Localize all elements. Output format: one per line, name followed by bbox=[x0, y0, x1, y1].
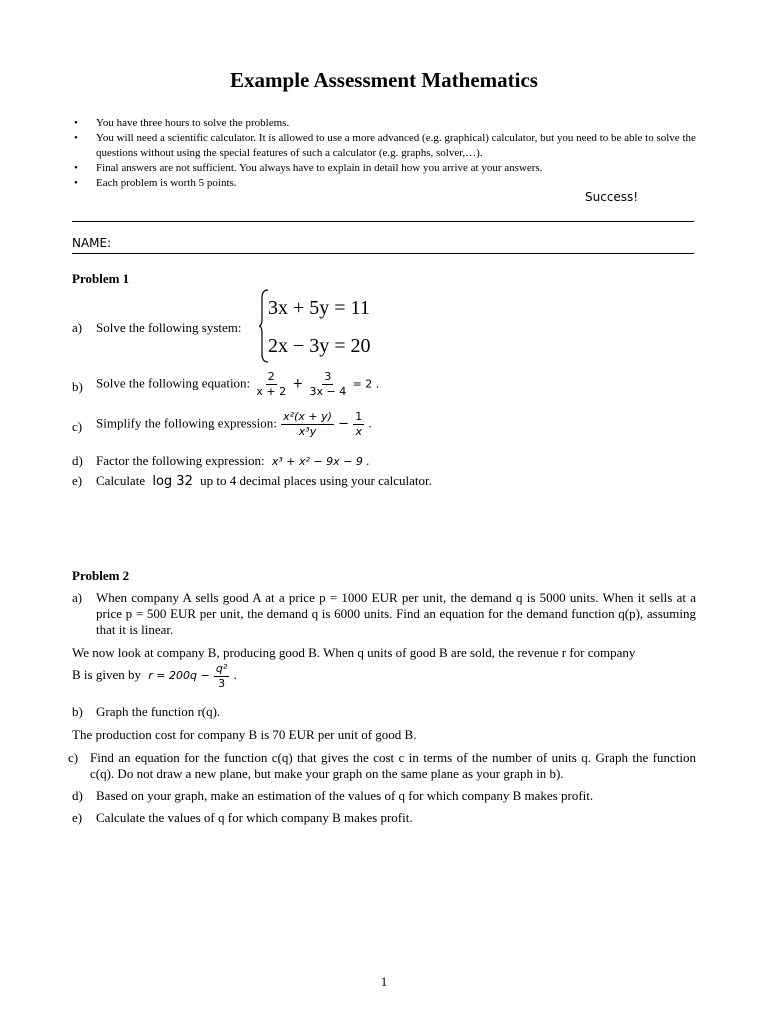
plus-sign: + bbox=[292, 376, 304, 392]
numerator: 3 bbox=[324, 370, 332, 383]
divider-name bbox=[72, 253, 694, 254]
item-label: e) bbox=[72, 473, 83, 488]
bullet-icon: • bbox=[74, 162, 78, 174]
instruction-text: Each problem is worth 5 points. bbox=[96, 177, 237, 189]
item-text: Simplify the following expression: bbox=[96, 415, 277, 431]
fraction-1 bbox=[254, 370, 288, 399]
item-text: Solve the following system: bbox=[96, 320, 242, 335]
item-label: d) bbox=[72, 788, 83, 803]
item-text: Find an equation for the function c(q) that gives the cost c in terms of the number of units q. Graph the function c(q). Do not draw a new plane, but make your graph on the same plane as your graph in b). bbox=[90, 750, 696, 781]
name-label: NAME: bbox=[72, 236, 112, 250]
revenue-lhs: r = 200q − bbox=[148, 669, 210, 683]
instruction-item bbox=[74, 131, 702, 161]
problem1-b bbox=[72, 370, 712, 402]
item-text: Based on your graph, make an estimation of the values of q for which company B makes profit. bbox=[96, 788, 594, 803]
bullet-icon: • bbox=[74, 132, 78, 144]
divider-top bbox=[72, 221, 694, 222]
instruction-text: You will need a scientific calculator. It is allowed to use a more advanced (e.g. graphical) calculator, but you need to be able to solve the questions without using the special features of such a calculator (e.g. graphs, solver,…). bbox=[96, 132, 696, 159]
period: . bbox=[368, 415, 372, 431]
denominator: x³y bbox=[298, 425, 317, 438]
instruction-text: Final answers are not sufficient. You always have to explain in detail how you arrive at your answers. bbox=[96, 162, 543, 174]
item-text: When company A sells good A at a price p = 1000 EUR per unit, the demand q is 5000 units. When it sells at a price p = 500 EUR per unit, the demand q is 6000 units. Find an equation for the demand function q(p), assuming that it is linear. bbox=[96, 590, 696, 637]
problem1-c bbox=[72, 410, 712, 444]
fraction-1 bbox=[281, 410, 334, 439]
minus-sign: − bbox=[338, 416, 350, 432]
item-label: b) bbox=[72, 379, 83, 394]
denominator: x + 2 bbox=[256, 385, 287, 398]
item-text: Calculate the values of q for which company B makes profit. bbox=[96, 810, 413, 825]
page-title: Example Assessment Mathematics bbox=[230, 68, 538, 92]
system-eq2: 2x − 3y = 20 bbox=[268, 335, 371, 357]
denominator: 3x − 4 bbox=[309, 385, 347, 398]
denominator: x bbox=[355, 425, 363, 438]
item-text: Calculate bbox=[96, 473, 146, 488]
bullet-icon: • bbox=[74, 177, 78, 189]
problem2-b bbox=[72, 704, 696, 720]
item-label: b) bbox=[72, 704, 83, 719]
item-text: up to 4 decimal places using your calculator. bbox=[200, 473, 432, 488]
revenue-fraction bbox=[214, 662, 229, 691]
problem2-a bbox=[72, 590, 696, 638]
fraction-2 bbox=[353, 410, 364, 439]
item-label: a) bbox=[72, 590, 83, 605]
denominator: 3 bbox=[218, 677, 226, 690]
fraction-2 bbox=[308, 370, 349, 399]
polynomial-expression: x³ + x² − 9x − 9 . bbox=[271, 455, 370, 468]
instruction-item bbox=[74, 116, 702, 131]
system-eq1: 3x + 5y = 11 bbox=[268, 297, 370, 319]
item-label: c) bbox=[68, 750, 79, 765]
problem2-e bbox=[72, 810, 696, 826]
item-label: e) bbox=[72, 810, 83, 825]
numerator: 2 bbox=[267, 370, 275, 383]
item-label: a) bbox=[72, 320, 83, 335]
bullet-icon: • bbox=[74, 117, 78, 129]
problem1-heading: Problem 1 bbox=[72, 271, 130, 286]
revenue-intro: B is given by bbox=[72, 667, 141, 683]
page-number: 1 bbox=[380, 974, 388, 989]
instruction-item bbox=[74, 176, 702, 191]
instruction-item bbox=[74, 161, 702, 176]
log-expression: log 32 bbox=[152, 474, 193, 489]
success-note: Success! bbox=[585, 190, 639, 204]
numerator: q² bbox=[215, 662, 228, 675]
period: . bbox=[233, 667, 237, 683]
numerator: 1 bbox=[355, 410, 363, 423]
production-cost-text: The production cost for company B is 70 EUR per unit of good B. bbox=[72, 727, 417, 742]
problem2-d bbox=[72, 788, 696, 804]
item-text: Factor the following expression: bbox=[96, 453, 265, 468]
problem2-c bbox=[68, 750, 696, 782]
item-text: Graph the function r(q). bbox=[96, 704, 221, 719]
item-text: Solve the following equation: bbox=[96, 375, 251, 391]
item-label: d) bbox=[72, 453, 83, 468]
problem2-heading: Problem 2 bbox=[72, 568, 130, 583]
instruction-text: You have three hours to solve the problems. bbox=[96, 117, 290, 129]
numerator: x²(x + y) bbox=[283, 410, 332, 423]
equation-rhs: = 2 . bbox=[352, 377, 380, 391]
company-b-intro: We now look at company B, producing good B. When q units of good B are sold, the revenue r for company bbox=[72, 645, 636, 660]
instructions-list bbox=[74, 116, 702, 191]
item-label: c) bbox=[72, 419, 83, 434]
revenue-line bbox=[72, 662, 472, 696]
